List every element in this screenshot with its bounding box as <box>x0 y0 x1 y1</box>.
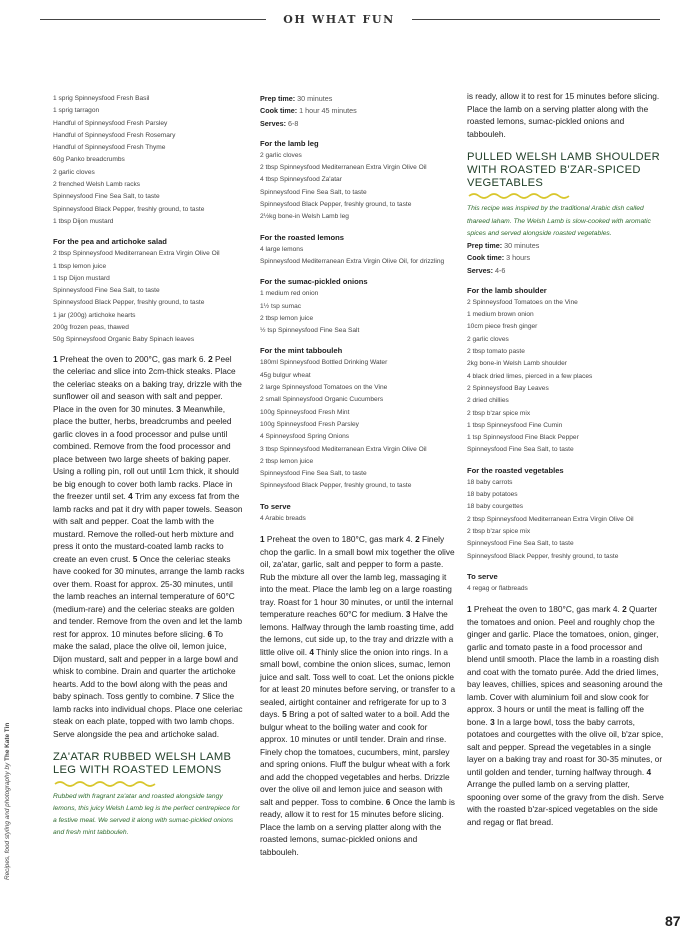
step-number: 4 <box>309 646 314 657</box>
recipe-title-pulled-lamb: PULLED WELSH LAMB SHOULDER WITH ROASTED B'ZAR-SPICED VEGETABLES <box>467 151 661 189</box>
subheading-onions: For the sumac-pickled onions <box>260 277 368 287</box>
ingredient-item: Spinneysfood Black Pepper, freshly ground, to taste <box>467 552 619 560</box>
step-number: 5 <box>282 709 287 720</box>
ingredient-list-serve <box>467 583 664 595</box>
step-number: 1 <box>260 534 265 545</box>
ingredient-item: 2 dried chillies <box>467 397 509 405</box>
cook-time <box>467 252 664 264</box>
step-number: 1 <box>467 604 472 615</box>
column-3 <box>467 93 664 828</box>
step-text: Meanwhile, place the butter, herbs, breadcrumbs and peeled garlic cloves in a food processor and pulse until combined. Remove from the food processor and place between two large sheets of baking paper. Using a rolling pin, roll out until 1cm thick, it should be big enough to cover both lamb racks. Place in the freezer until set. <box>53 403 239 502</box>
step-text: Quarter the tomatoes and onion. Peel and roughly chop the ginger and garlic. Place the tomatoes, onion, ginger, garlic and tomato paste in a food processor and blend until smooth. Place the lamb in a roasting dish and coat with the tomato purée. Add the dried limes, bay leaves, chillies, spices and seasoning around the lamb. Cover with aluminium foil and slow cook for approx. 3 hours or until the meat is falling off the bone. <box>467 604 663 727</box>
ingredient-item: 1 sprig tarragon <box>53 107 100 115</box>
photo-credit <box>4 723 11 880</box>
ingredient-item: Spinneysfood Fine Sea Salt, to taste <box>467 540 574 548</box>
ingredient-item: 2 Spinneysfood Tomatoes on the Vine <box>467 298 578 306</box>
step-text: Slice the lamb racks into individual chops. Place one celeriac steak on each plate, topped with two lamb chops. Serve alongside the pea and artichoke salad. <box>53 691 243 739</box>
ingredient-item: 1 tbsp Spinneysfood Fine Cumin <box>467 421 563 429</box>
step-number: 1 <box>53 353 58 364</box>
ingredient-item: Spinneysfood Fine Sea Salt, to taste <box>467 446 574 454</box>
step-text: Thinly slice the onion into rings. In a small bowl, combine the onion slices, sumac, lemon juice and salt. Toss well to coat. Let the onions pickle for at least 20 minutes before serving, or transfer to a sealed, airtight container and refrigerate for up to 3 days. <box>260 646 456 720</box>
ingredient-item: 2 tbsp lemon juice <box>260 314 314 322</box>
ingredient-item: 4 large lemons <box>260 245 304 253</box>
ingredient-item: 18 baby courgettes <box>467 503 524 511</box>
ingredient-item: 50g Spinneysfood Organic Baby Spinach leaves <box>53 336 195 344</box>
ingredient-item: 4 black dried limes, pierced in a few places <box>467 372 593 380</box>
step-text: Preheat the oven to 200°C, gas mark 6. <box>57 353 209 364</box>
ingredient-list-serve <box>260 513 457 525</box>
recipe-intro-zaatar-lamb: Rubbed with fragrant za'atar and roasted alongside tangy lemons, this juicy Welsh Lamb leg is the perfect centrepiece for a festive meal. We served it along with sumac-pickled onions and fresh mint tabbouleh. <box>53 792 240 837</box>
ingredient-list-lemons <box>260 244 457 269</box>
ingredient-item: 4 regag or flatbreads <box>467 584 528 592</box>
subheading-lamb-leg: For the lamb leg <box>260 138 319 148</box>
step-text: Preheat the oven to 180°C, gas mark 4. <box>471 604 623 615</box>
header-rule-left <box>40 19 266 20</box>
ingredient-item: Spinneysfood Fine Sea Salt, to taste <box>260 188 367 196</box>
cook-value: 1 hour 45 minutes <box>297 106 357 116</box>
ingredient-item: 45g bulgur wheat <box>260 371 311 379</box>
prep-label: Prep time: <box>467 241 503 250</box>
ingredient-item: 1 jar (200g) artichoke hearts <box>53 311 136 319</box>
step-text: Trim any excess fat from the lamb racks and pat it dry with paper towels. Season with salt and pepper. Coat the lamb with the mustard. Remove the rolled-out herb mixture and press it onto the mustard-coated lamb racks to create an even crust. <box>53 491 243 564</box>
ingredient-item: 180ml Spinneysfood Bottled Drinking Water <box>260 359 388 367</box>
ingredient-item: 2 tbsp lemon juice <box>260 457 314 465</box>
step-text: Once the lamb is ready, allow it to rest for 15 minutes before slicing. Place the lamb on a serving platter along with the roasted lemons, sumac-pickled onions and tabbouleh. <box>260 796 455 857</box>
ingredient-item: 2 garlic cloves <box>260 151 302 159</box>
subheading-serve: To serve <box>467 571 498 581</box>
ingredient-list-shoulder <box>467 297 664 457</box>
page-number: 87 <box>665 913 681 929</box>
ingredient-item: 2 garlic cloves <box>53 168 95 176</box>
ingredient-item: 1 tsp Spinneysfood Fine Black Pepper <box>467 434 579 442</box>
step-number: 2 <box>415 534 420 545</box>
step-number: 5 <box>132 553 138 564</box>
prep-time <box>260 93 457 105</box>
ingredient-item: Spinneysfood Black Pepper, freshly ground, to taste <box>260 482 412 490</box>
step-number: 3 <box>405 609 411 620</box>
ingredient-item: 4 Spinneysfood Spring Onions <box>260 433 350 441</box>
ingredient-item: Spinneysfood Black Pepper, freshly ground, to taste <box>53 205 205 213</box>
ingredient-item: 100g Spinneysfood Fresh Parsley <box>260 420 359 428</box>
ingredient-item: Spinneysfood Black Pepper, freshly ground, to taste <box>53 299 205 307</box>
step-number: 3 <box>490 716 495 727</box>
ingredient-item: Spinneysfood Fine Sea Salt, to taste <box>53 287 160 295</box>
ingredient-item: 2 small Spinneysfood Organic Cucumbers <box>260 396 384 404</box>
recipe-intro-pulled-lamb: This recipe was inspired by the traditional Arabic dish called thareed laham. The Welsh Lamb is slow-cooked with aromatic spices and served alongside roasted vegetables. <box>467 205 651 237</box>
method-continued: is ready, allow it to rest for 15 minutes before slicing. Place the lamb on a serving platter along with the roasted lemons, sumac-pickled onions and tabbouleh. <box>467 91 660 139</box>
prep-value: 30 minutes <box>295 94 333 103</box>
subheading-shoulder: For the lamb shoulder <box>467 285 547 295</box>
ingredient-list-tabbouleh <box>260 357 457 492</box>
ingredient-item: Handful of Spinneysfood Fresh Thyme <box>53 144 166 152</box>
prep-value: 30 minutes <box>502 241 540 250</box>
ingredient-list-salad <box>53 248 245 346</box>
header-rule-right <box>412 19 660 20</box>
method-text-pulled-lamb <box>467 603 664 828</box>
ingredient-item: Spinneysfood Black Pepper, freshly ground, to taste <box>260 201 412 209</box>
step-number: 4 <box>128 491 133 502</box>
ingredient-item: 4 Arabic breads <box>260 514 306 522</box>
step-text: Arrange the pulled lamb on a serving platter, spooning over some of the gravy from the dish. Serve with the roasted b'zar-spiced vegetables on the side and regag or flat bread. <box>467 779 664 827</box>
ingredient-item: 200g frozen peas, thawed <box>53 324 129 332</box>
step-number: 7 <box>195 691 200 702</box>
cook-value: 3 hours <box>504 253 531 263</box>
step-text: Once the celeriac steaks have cooked for 30 minutes, arrange the lamb racks over them. Roast for approx. 25-30 minutes, until the lamb reaches an internal temperature of 60°C (medium-rare) and the celeriac steaks are golden and tender. Remove from the oven and let the lamb rest for approx. 10 minutes before slicing. <box>53 553 245 639</box>
credit-name: The Kate Tin <box>4 722 11 761</box>
ingredient-item: 1 sprig Spinneysfood Fresh Basil <box>53 95 150 102</box>
ingredient-item: 1 medium red onion <box>260 290 319 298</box>
ingredient-item: 2 tbsp b'zar spice mix <box>467 409 531 417</box>
ingredient-item: ½ tsp Spinneysfood Fine Sea Salt <box>260 327 360 335</box>
ingredient-item: 1 tbsp lemon juice <box>53 262 107 270</box>
ingredient-item: 2 tbsp tomato paste <box>467 348 525 356</box>
serves <box>467 265 664 277</box>
column-1 <box>53 93 245 840</box>
ingredient-item: 10cm piece fresh ginger <box>467 323 538 331</box>
prep-label: Prep time: <box>260 94 296 103</box>
step-text: In a large bowl, toss the baby carrots, potatoes and courgettes with the olive oil, b'zar spice, salt and pepper. Spread the vegetables in a single layer on a baking tray and roast for 30-35 minutes, or until golden and tender, turning halfway through. <box>467 716 664 777</box>
step-text: Preheat the oven to 180°C, gas mark 4. <box>264 534 416 545</box>
subheading-tabbouleh: For the mint tabbouleh <box>260 346 343 356</box>
ingredient-item: 2 tbsp Spinneysfood Mediterranean Extra Virgin Olive Oil <box>467 515 634 523</box>
ingredient-item: 60g Panko breadcrumbs <box>53 156 125 164</box>
step-number: 3 <box>176 403 181 414</box>
ingredient-item: 2 frenched Welsh Lamb racks <box>53 181 141 189</box>
ingredient-item: 2 large Spinneysfood Tomatoes on the Vine <box>260 384 388 392</box>
ingredient-list-vegetables <box>467 477 664 563</box>
serves <box>260 118 457 130</box>
cook-label: Cook time: <box>467 253 505 263</box>
ingredient-item: Spinneysfood Mediterranean Extra Virgin Olive Oil, for drizzling <box>260 257 445 265</box>
ingredient-item: 2 garlic cloves <box>467 335 509 343</box>
ingredient-item: 100g Spinneysfood Fresh Mint <box>260 408 350 416</box>
ingredient-item: 4 tbsp Spinneysfood Za'atar <box>260 176 342 184</box>
step-number: 6 <box>385 796 391 807</box>
serves-label: Serves: <box>260 118 286 128</box>
step-text: Bring a pot of salted water to a boil. Add the bulgur wheat to the boiling water and cook for approx. 10 minutes or until tender. Drain and rinse. Finely chop the tomatoes, cucumbers, mint, parsley and spring onions. Fluff the bulgur wheat with a fork and add the chopped vegetables and herbs. Drizzle over the olive oil and lemon juice and season with salt and pepper. Toss to combine. <box>260 709 450 807</box>
section-title: OH WHAT FUN <box>283 13 395 26</box>
ingredient-item: Spinneysfood Fine Sea Salt, to taste <box>260 470 367 478</box>
step-text: Finely chop the garlic. In a small bowl mix together the olive oil, za'atar, garlic, salt and pepper to form a paste. Rub the mixture all over the lamb leg, massaging it into the meat. Place the lamb leg on a large roasting tray. Roast for 1 hour 30 minutes, or until the internal temperature reaches 60°C for medium. <box>260 534 455 620</box>
ingredient-item: 18 baby potatoes <box>467 491 518 499</box>
subheading-vegetables: For the roasted vegetables <box>467 465 564 475</box>
ingredient-item: 2 tbsp b'zar spice mix <box>467 527 531 535</box>
ingredient-item: 2 tbsp Spinneysfood Mediterranean Extra Virgin Olive Oil <box>260 164 427 172</box>
ingredient-item: 18 baby carrots <box>467 478 513 486</box>
serves-value: 6-8 <box>285 118 299 128</box>
method-text <box>53 353 245 741</box>
ingredient-item: 3 tbsp Spinneysfood Mediterranean Extra Virgin Olive Oil <box>260 445 427 453</box>
ingredient-item: 2 Spinneysfood Bay Leaves <box>467 384 549 392</box>
cook-time <box>260 105 457 117</box>
step-number: 4 <box>646 766 652 777</box>
ingredient-item: 2kg bone-in Welsh Lamb shoulder <box>467 360 567 368</box>
ingredient-item: Handful of Spinneysfood Fresh Rosemary <box>53 131 176 139</box>
ingredient-list-lamb-leg <box>260 150 457 224</box>
ingredient-item: Spinneysfood Fine Sea Salt, to taste <box>53 193 160 201</box>
wave-divider-icon <box>467 192 577 200</box>
ingredient-item: 1 tbsp Dijon mustard <box>53 217 114 225</box>
ingredient-list-onions <box>260 288 457 337</box>
step-text: Peel the celeriac and slice into 2cm-thick steaks. Place the celeriac steaks on a baking tray, drizzle with the sunflower oil and season with salt and pepper. Place in the oven for 30 minutes. <box>53 353 242 414</box>
method-text-zaatar <box>260 533 457 858</box>
credit-prefix: Recipes, food styling and photography by <box>4 760 11 880</box>
recipe-title-zaatar-lamb: ZA'ATAR RUBBED WELSH LAMB LEG WITH ROASTED LEMONS <box>53 751 232 776</box>
ingredient-item: 1½ tsp sumac <box>260 302 302 310</box>
ingredient-item: 1 medium brown onion <box>467 311 534 319</box>
step-number: 2 <box>622 604 627 615</box>
step-text: Halve the lemons. Halfway through the lamb roasting time, add the lemons, cut side up, to the tray and drizzle with a little olive oil. <box>260 609 454 657</box>
wave-divider-icon <box>53 780 163 788</box>
subheading-salad: For the pea and artichoke salad <box>53 237 167 247</box>
ingredient-list-herb-crust <box>53 93 245 228</box>
step-number: 2 <box>208 353 213 364</box>
subheading-serve: To serve <box>260 501 291 511</box>
ingredient-item: 2½kg bone-in Welsh Lamb leg <box>260 213 349 221</box>
ingredient-item: 2 tbsp Spinneysfood Mediterranean Extra Virgin Olive Oil <box>53 250 220 258</box>
page-header <box>0 13 700 27</box>
serves-label: Serves: <box>467 265 493 275</box>
step-text: To make the salad, place the olive oil, lemon juice, Dijon mustard, salt and pepper in a large bowl and whisk to combine. Drain and quarter the artichoke hearts. Add to the bowl along with the peas and baby spinach. Toss gently to combine. <box>53 628 238 702</box>
step-number: 6 <box>207 628 213 639</box>
ingredient-item: Handful of Spinneysfood Fresh Parsley <box>53 119 168 127</box>
serves-value: 4-6 <box>492 265 506 275</box>
cook-label: Cook time: <box>260 106 298 116</box>
subheading-lemons: For the roasted lemons <box>260 232 344 242</box>
prep-time <box>467 240 664 252</box>
ingredient-item: 1 tsp Dijon mustard <box>53 274 110 282</box>
column-2 <box>260 93 457 858</box>
